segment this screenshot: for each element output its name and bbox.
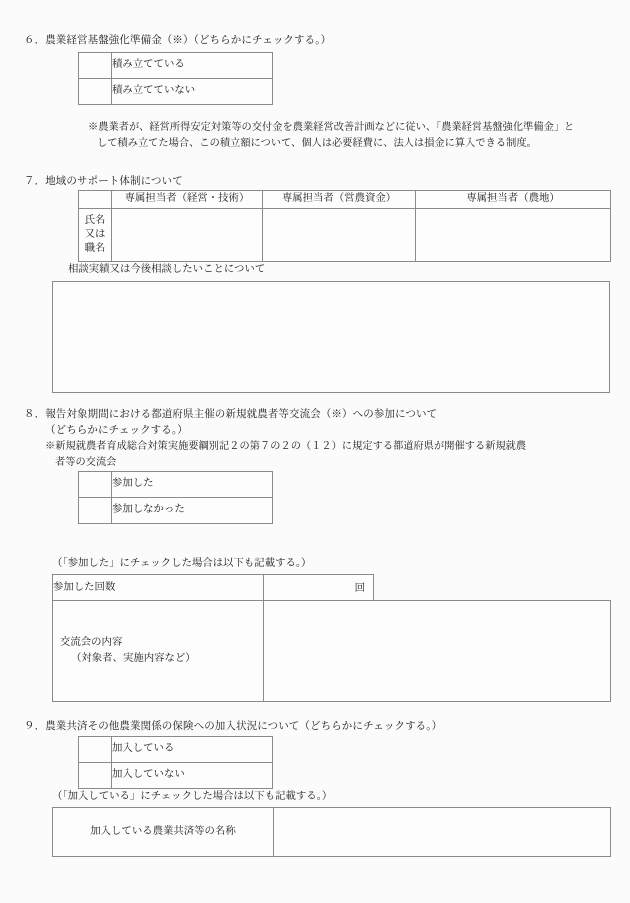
label-kouryuukai-naiyou-line-1: 交流会の内容 [60, 636, 123, 648]
checkbox-kanyuu-no[interactable] [79, 763, 112, 789]
section-6-checkbox-table [78, 52, 273, 105]
section-8-count-table [52, 574, 374, 603]
option-label-sanka-no: 参加しなかった [112, 498, 273, 524]
option-label-kanyuu-yes: 加入している [112, 737, 273, 763]
table-row [79, 737, 273, 763]
label-kouryuukai-naiyou-line-2: （対象者、実施内容など） [71, 653, 196, 664]
checkbox-tsumitate-yes[interactable] [79, 53, 112, 79]
section-6-heading: ６．農業経営基盤強化準備金（※）（どちらかにチェックする。） [24, 35, 332, 46]
checkbox-sanka-no[interactable] [79, 498, 112, 524]
input-kanyuu-meishou[interactable] [274, 808, 611, 857]
input-nouchi[interactable] [416, 209, 611, 262]
option-label-tsumitate-no: 積み立てていない [112, 79, 273, 105]
option-label-tsumitate-yes: 積み立てている [112, 53, 273, 79]
table-row [79, 472, 273, 498]
checkbox-sanka-yes[interactable] [79, 472, 112, 498]
section-8-note-line-2: 者等の交流会 [55, 457, 117, 468]
label-sanka-kaisuu: 参加した回数 [53, 575, 264, 603]
table-header-row [79, 191, 611, 209]
section-8-content-table [52, 600, 611, 702]
section-9-conditional-label: （「加入している」にチェックした場合は以下も記載する。） [52, 791, 333, 802]
unit-kai: 回 [354, 582, 365, 594]
row-label-line-2: 又は [84, 228, 106, 240]
checkbox-kanyuu-yes[interactable] [79, 737, 112, 763]
table-corner-cell [79, 191, 112, 209]
table-row [79, 498, 273, 524]
section-8-heading-line-2: （どちらかにチェックする。） [45, 425, 188, 436]
section-8-note-line-1: ※新規就農者育成総合対策実施要綱別記２の第７の２の（１２）に規定する都道府県が開催する新規就農 [45, 441, 527, 452]
column-header-nouchi: 専属担当者（農地） [416, 191, 611, 209]
table-row [53, 808, 611, 857]
section-9-heading: ９．農業共済その他農業関係の保険への加入状況について（どちらかにチェックする。） [24, 721, 443, 732]
table-row [53, 601, 611, 702]
section-6-note-line-1: ※農業者が、経営所得安定対策等の交付金を農業経営改善計画などに従い、「農業経営基盤強化準備金」と [88, 122, 575, 133]
column-header-einou-shikin: 専属担当者（営農資金） [263, 191, 416, 209]
table-row [79, 209, 611, 262]
table-row [53, 575, 374, 603]
label-kanyuu-meishou: 加入している農業共済等の名称 [53, 808, 274, 857]
row-label-line-3: 職名 [84, 243, 106, 255]
label-kouryuukai-naiyou [53, 601, 264, 702]
input-sanka-kaisuu[interactable] [264, 575, 374, 603]
section-8-checkbox-table [78, 471, 273, 524]
input-einou-shikin[interactable] [263, 209, 416, 262]
section-9-name-table [52, 807, 611, 857]
section-8-heading-line-1: ８．報告対象期間における都道府県主催の新規就農者等交流会（※）への参加について [24, 409, 438, 420]
option-label-kanyuu-no: 加入していない [112, 763, 273, 789]
checkbox-tsumitate-no[interactable] [79, 79, 112, 105]
section-8-conditional-label: （「参加した」にチェックした場合は以下も記載する。） [52, 558, 312, 569]
input-kouryuukai-naiyou[interactable] [264, 601, 611, 702]
table-row [79, 763, 273, 789]
section-7-consult-label: 相談実績又は今後相談したいことについて [68, 264, 266, 275]
column-header-keiei-gijutsu: 専属担当者（経営・技術） [112, 191, 263, 209]
row-label-shimei-matawa-shokumei [79, 209, 112, 262]
section-7-heading: ７．地域のサポート体制について [24, 176, 183, 187]
section-7-consult-textarea[interactable] [52, 281, 610, 393]
section-6-note-line-2: して積み立てた場合、この積立額について、個人は必要経費に、法人は損金に算入できる制度。 [97, 138, 537, 149]
table-row [79, 53, 273, 79]
row-label-line-1: 氏名 [84, 214, 106, 226]
input-keiei-gijutsu[interactable] [112, 209, 263, 262]
option-label-sanka-yes: 参加した [112, 472, 273, 498]
section-7-support-table [78, 190, 611, 262]
section-9-checkbox-table [78, 736, 273, 789]
table-row [79, 79, 273, 105]
